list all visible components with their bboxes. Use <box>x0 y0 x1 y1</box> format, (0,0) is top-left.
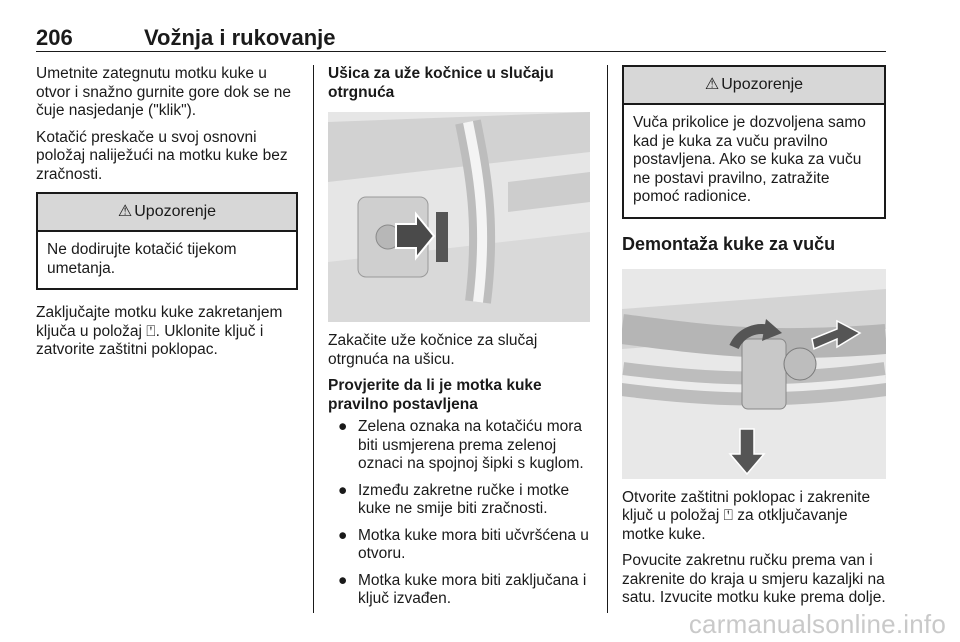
warning-title: Upozorenje <box>721 76 804 93</box>
page-number: 206 <box>36 25 73 50</box>
paragraph: Zaključajte motku kuke zakretanjem ključa u položaj ⍞. Uklonite ključ i zatvorite zaštitni poklopac. <box>36 304 283 358</box>
warning-text: Ne dodirujte kotačić tijekom umetanja. <box>47 241 237 277</box>
column-right <box>622 65 886 616</box>
image-caption: Zakačite uže kočnice za slučaj otrgnuća na ušicu. <box>328 332 538 368</box>
bullet-icon: ● <box>338 481 348 499</box>
paragraph: Povucite zakretnu ručku prema van i zakrenite do kraja u smjeru kazaljki na satu. Izvucite motku kuke prema dolje. <box>622 552 886 606</box>
bullet-icon: ● <box>338 526 348 544</box>
list-item <box>338 418 594 474</box>
bullet-icon: ● <box>338 418 348 435</box>
warning-icon: ⚠ <box>117 203 133 220</box>
column-divider <box>607 65 608 613</box>
list-item <box>338 572 594 609</box>
warning-header <box>624 67 884 105</box>
list-item-text: Motka kuke mora biti zaključana i ključ izvađen. <box>358 571 587 607</box>
page-header <box>36 26 886 52</box>
paragraph: Otvorite zaštitni poklopac i zakrenite ključ u položaj ⍞ za otključavanje motke kuke. <box>622 488 871 543</box>
bullet-icon: ● <box>338 571 348 589</box>
column-divider <box>313 65 314 613</box>
warning-text: Vuča prikolice je dozvoljena samo kad je kuka za vuču pravilno postavljena. Ako se kuka za vuču ne postavi pravilno, zatražite pomoć radionice. <box>633 114 866 205</box>
list-item-text: Zelena oznaka na kotačiću mora biti usmjerena prema zelenoj oznaci na spojnoj šipki s kuglom. <box>358 418 584 472</box>
section-heading: Provjerite da li je motka kuke pravilno postavljena <box>328 377 542 413</box>
warning-header <box>38 194 296 232</box>
brake-cable-eyelet-illustration <box>328 112 590 322</box>
list-item <box>338 527 594 564</box>
section-heading: Demontaža kuke za vuču <box>622 233 836 254</box>
watermark: carmanualsonline.info <box>688 609 946 639</box>
paragraph: Kotačić preskače u svoj osnovni položaj naliježući na motku kuke bez zračnosti. <box>36 128 288 183</box>
list-item-text: Motka kuke mora biti učvršćena u otvoru. <box>358 526 589 562</box>
column-left <box>36 65 298 368</box>
section-heading: Ušica za uže kočnice u slučaju otrgnuća <box>328 65 554 101</box>
check-list <box>338 418 594 609</box>
warning-box <box>622 65 886 219</box>
chapter-title: Vožnja i rukovanje <box>144 25 336 50</box>
list-item-text: Između zakretne ručke i motke kuke ne smije biti zračnosti. <box>358 481 570 517</box>
list-item <box>338 482 594 519</box>
paragraph: Umetnite zategnutu motku kuke u otvor i snažno gurnite gore dok se ne čuje nasjedanje ("klik"). <box>36 65 292 119</box>
towbar-removal-illustration <box>622 269 886 479</box>
warning-box <box>36 192 298 290</box>
warning-title: Upozorenje <box>134 203 217 220</box>
column-middle <box>328 65 594 617</box>
warning-icon: ⚠ <box>704 76 720 93</box>
